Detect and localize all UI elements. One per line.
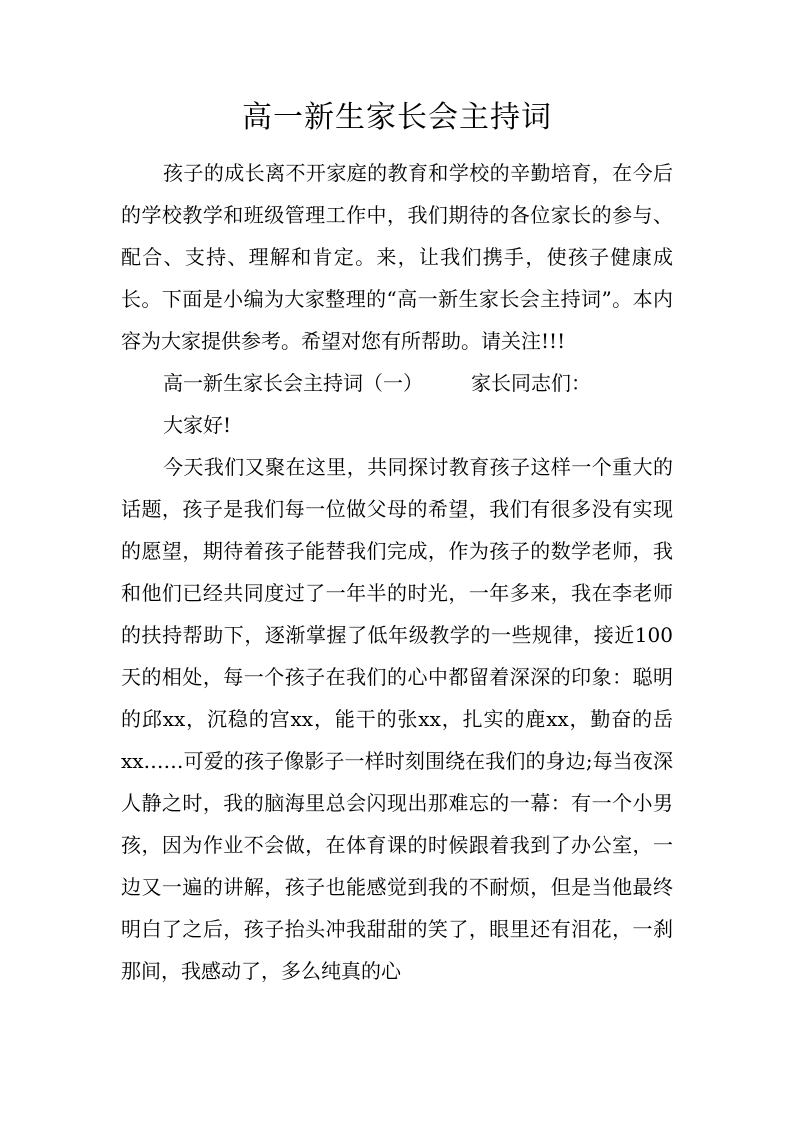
section-heading-row [121,362,673,404]
section-title: 高一新生家长会主持词（一） [163,371,423,395]
salutation: 家长同志们： [471,371,591,395]
heading-gap [423,362,471,404]
document-title: 高一新生家长会主持词 [242,100,552,135]
document-body [121,152,673,992]
greeting-paragraph: 大家好! [163,413,232,437]
body-paragraph: 今天我们又聚在这里，共同探讨教育孩子这样一个重大的话题，孩子是我们每一位做父母的希望，我们有很多没有实现的愿望，期待着孩子能替我们完成，作为孩子的数学老师，我和他们已经共同度过了一年半的时光，一年多来，我在李老师的扶持帮助下，逐渐掌握了低年级教学的一些规律，接近100天的相处，每一个孩子在我们的心中都留着深深的印象：聪明的邱xx，沉稳的宫xx，能干的张xx，扎实的鹿xx，勤奋的岳xx……可爱的孩子像影子一样时刻围绕在我们的身边;每当夜深人静之时，我的脑海里总会闪现出那难忘的一幕：有一个小男孩，因为作业不会做，在体育课的时候跟着我到了办公室，一边又一遍的讲解，孩子也能感觉到我的不耐烦，但是当他最终明白了之后，孩子抬头冲我甜甜的笑了，眼里还有泪花，一刹那间，我感动了，多么纯真的心 [121,455,673,983]
intro-paragraph: 孩子的成长离不开家庭的教育和学校的辛勤培育，在今后的学校教学和班级管理工作中，我们期待的各位家长的参与、配合、支持、理解和肯定。来，让我们携手，使孩子健康成长。下面是小编为大家整理的“高一新生家长会主持词”。本内容为大家提供参考。希望对您有所帮助。请关注!!! [121,161,673,353]
